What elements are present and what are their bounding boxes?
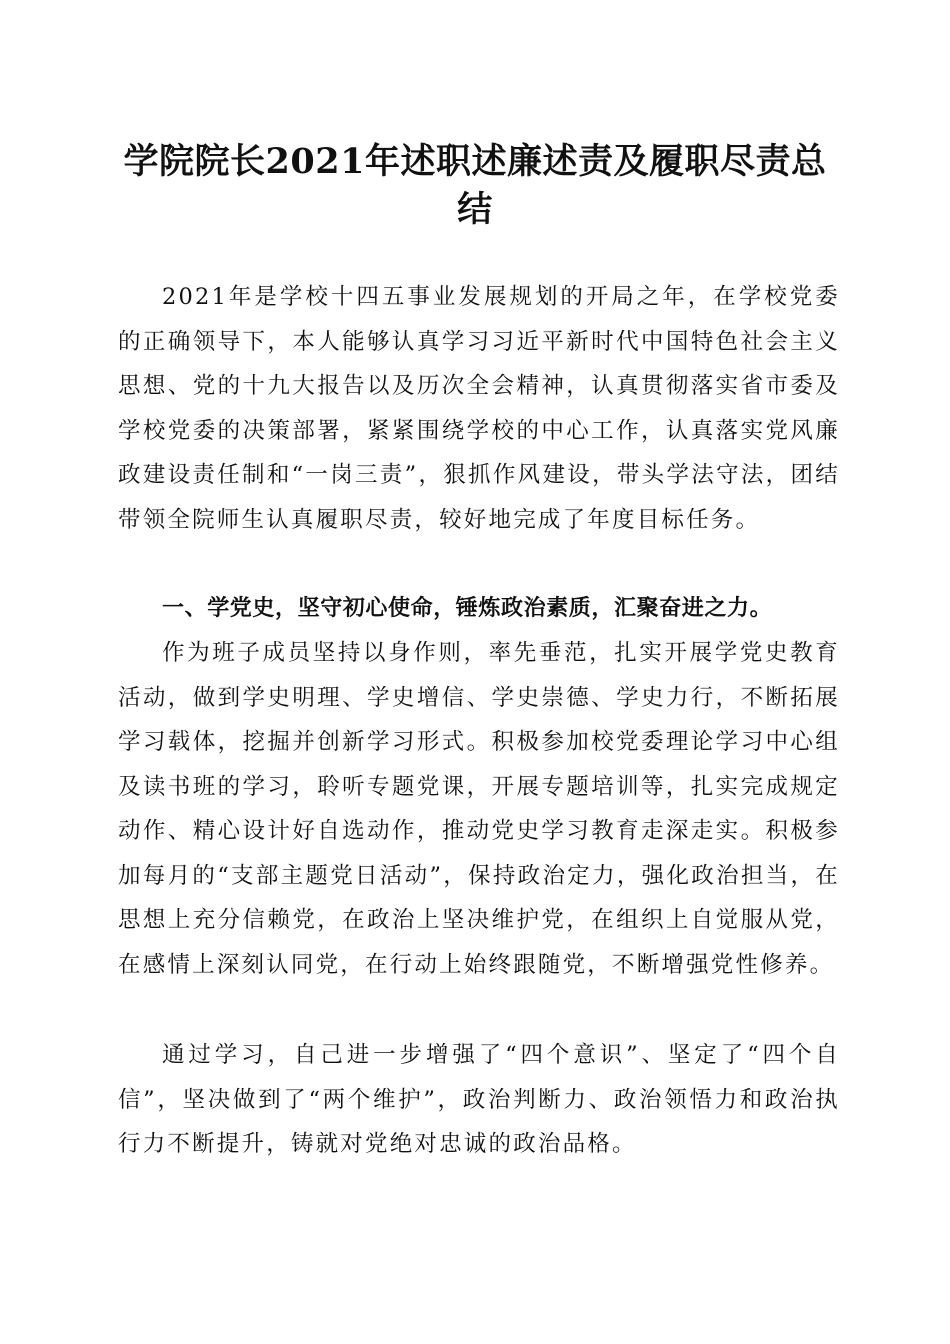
title-line-2: 结: [457, 189, 493, 230]
section-1-body-block: [118, 631, 840, 987]
title-line-1: 学院院长2021年述职述廉述责及履职尽责总: [123, 141, 827, 182]
section-1-paragraph-2: 通过学习，自己进一步增强了“四个意识”、坚定了“四个自信”，坚决做到了“两个维护”，政治判断力、政治领悟力和政治执行力不断提升，铸就对党绝对忠诚的政治品格。: [118, 1042, 840, 1157]
section-1-body-block-2: [118, 1033, 840, 1167]
section-1-heading: 一、学党史，坚守初心使命，锤炼政治素质，汇聚奋进之力。: [162, 596, 773, 621]
document-title: [110, 138, 840, 234]
intro-block: [118, 275, 840, 542]
section-heading-block: [118, 587, 840, 632]
section-1-paragraph-1: 作为班子成员坚持以身作则，率先垂范，扎实开展学党史教育活动，做到学史明理、学史增信、学史崇德、学史力行，不断拓展学习载体，挖掘并创新学习形式。积极参加校党委理论学习中心组及读书班的学习，聆听专题党课，开展专题培训等，扎实完成规定动作、精心设计好自选动作，推动党史学习教育走深走实。积极参加每月的“支部主题党日活动”，保持政治定力，强化政治担当，在思想上充分信赖党，在政治上坚决维护党，在组织上自觉服从党，在感情上深刻认同党，在行动上始终跟随党，不断增强党性修养。: [118, 640, 840, 978]
intro-paragraph: 2021年是学校十四五事业发展规划的开局之年，在学校党委的正确领导下，本人能够认真学习习近平新时代中国特色社会主义思想、党的十九大报告以及历次全会精神，认真贯彻落实省市委及学校党委的决策部署，紧紧围绕学校的中心工作，认真落实党风廉政建设责任制和“一岗三责”，狠抓作风建设，带头学法守法，团结带领全院师生认真履职尽责，较好地完成了年度目标任务。: [118, 284, 840, 533]
